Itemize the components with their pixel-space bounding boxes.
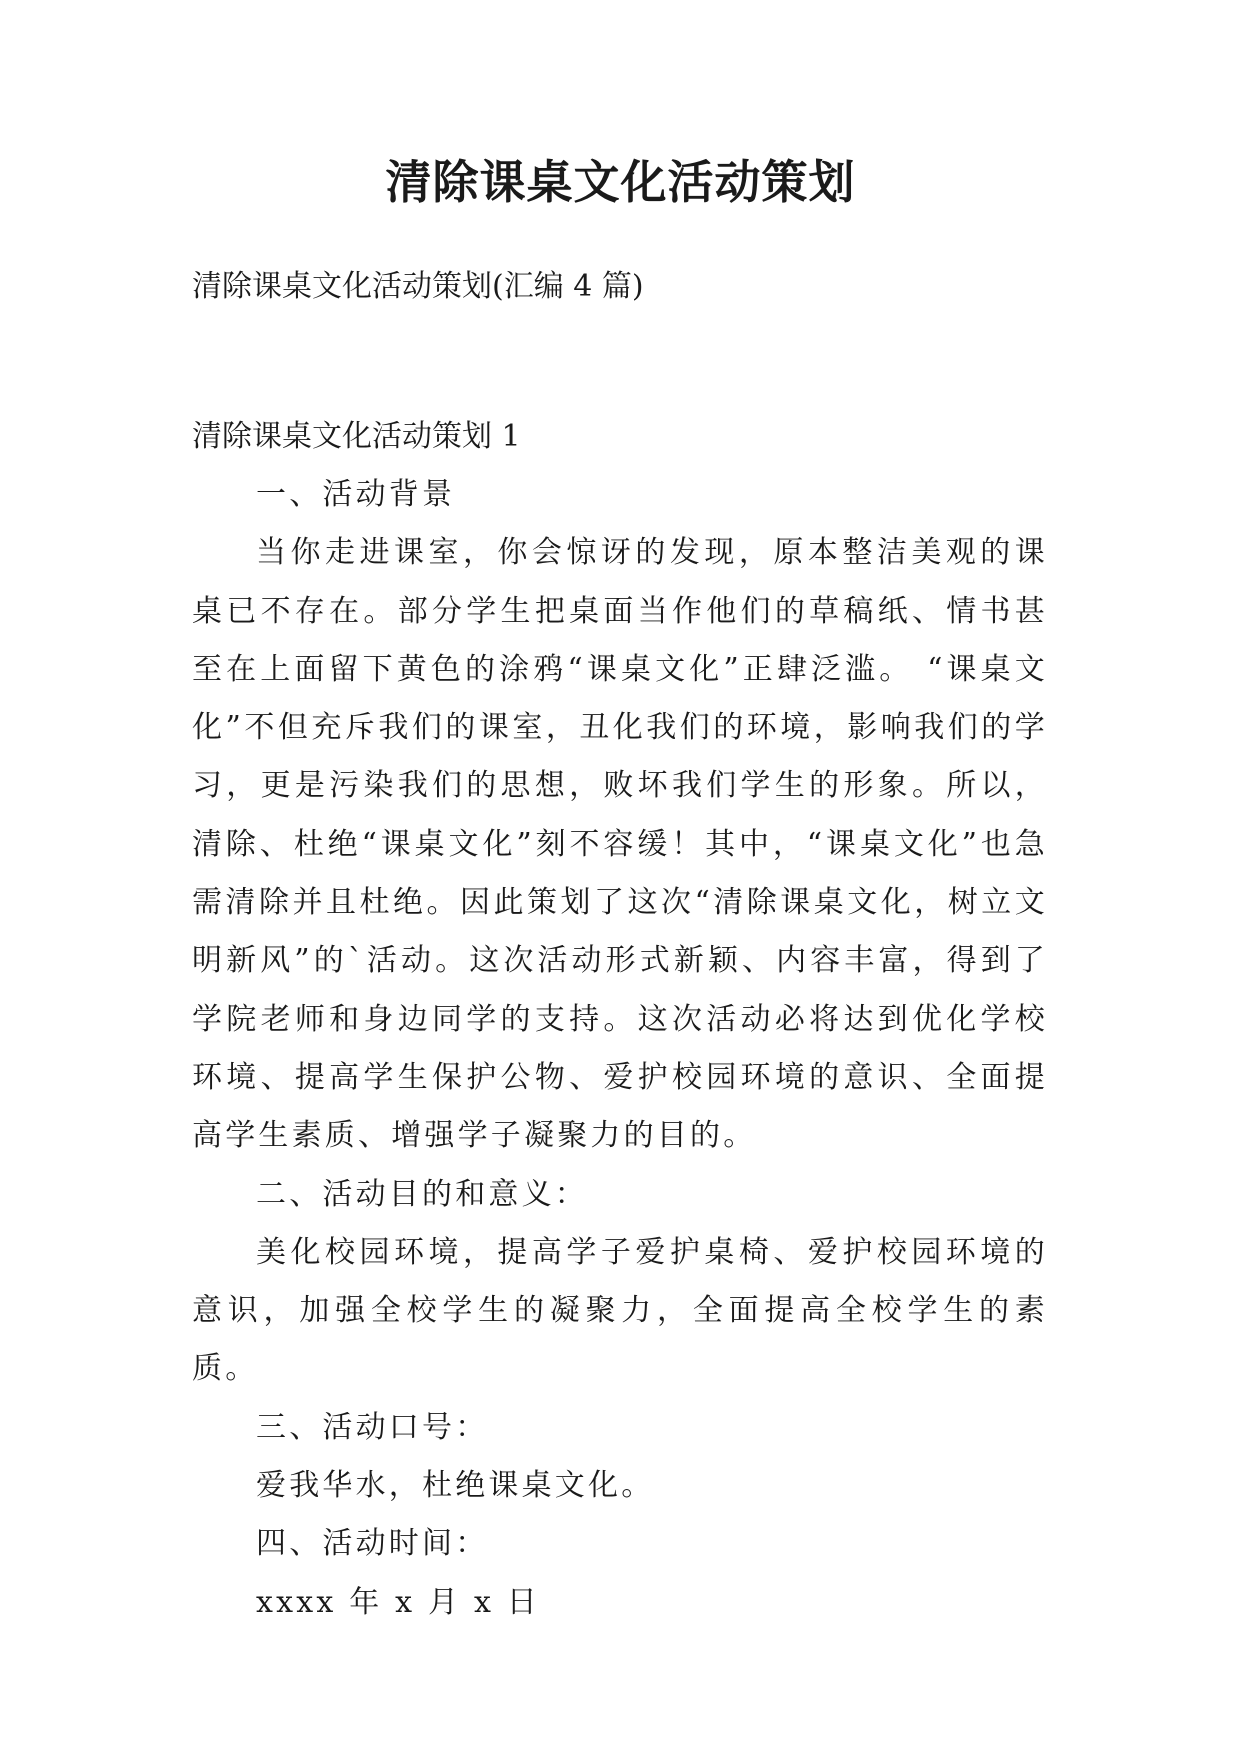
heading-time: 四、活动时间： — [256, 1526, 489, 1562]
heading-activity-background: 一、活动背景 — [256, 477, 456, 512]
paragraph-background: 当你走进课室，你会惊讶的发现，原本整洁美观的课桌已不存在。部分学生把桌面当作他们的草稿纸、情书甚至在上面留下黄色的涂鸦“课桌文化”正肆泛滥。 “课桌文化”不但充斥我们的课室，丑化我们的环境，影响我们的学习，更是污染我们的思想，败坏我们学生的形象。所以，清除、杜绝“课桌文化”刻不容缓！其中，“课桌文化”也急需清除并且杜绝。因此策划了这次“清除课桌文化，树立文明新风”的`活动。这次活动形式新颖、内容丰富，得到了学院老师和身边同学的支持。这次活动必将达到优化学校环境、提高学生保护公物、爱护校园环境的意识、全面提高学生素质、增强学子凝聚力的目的。 — [192, 535, 1048, 1154]
heading-slogan: 三、活动口号： — [256, 1409, 489, 1445]
document-subtitle: 清除课桌文化活动策划(汇编 4 篇) — [192, 269, 644, 304]
heading-purpose: 二、活动目的和意义： — [256, 1176, 588, 1212]
document-title: 清除课桌文化活动策划 — [385, 155, 856, 209]
paragraph-purpose: 美化校园环境，提高学子爱护桌椅、爱护校园环境的意识，加强全校学生的凝聚力，全面提高全校学生的素质。 — [192, 1234, 1048, 1387]
paragraph-time: xxxx 年 x 月 x 日 — [256, 1584, 540, 1620]
document-body — [192, 466, 1048, 1632]
paragraph-slogan: 爱我华水，杜绝课桌文化。 — [256, 1468, 655, 1504]
section-heading: 清除课桌文化活动策划 1 — [192, 419, 521, 454]
